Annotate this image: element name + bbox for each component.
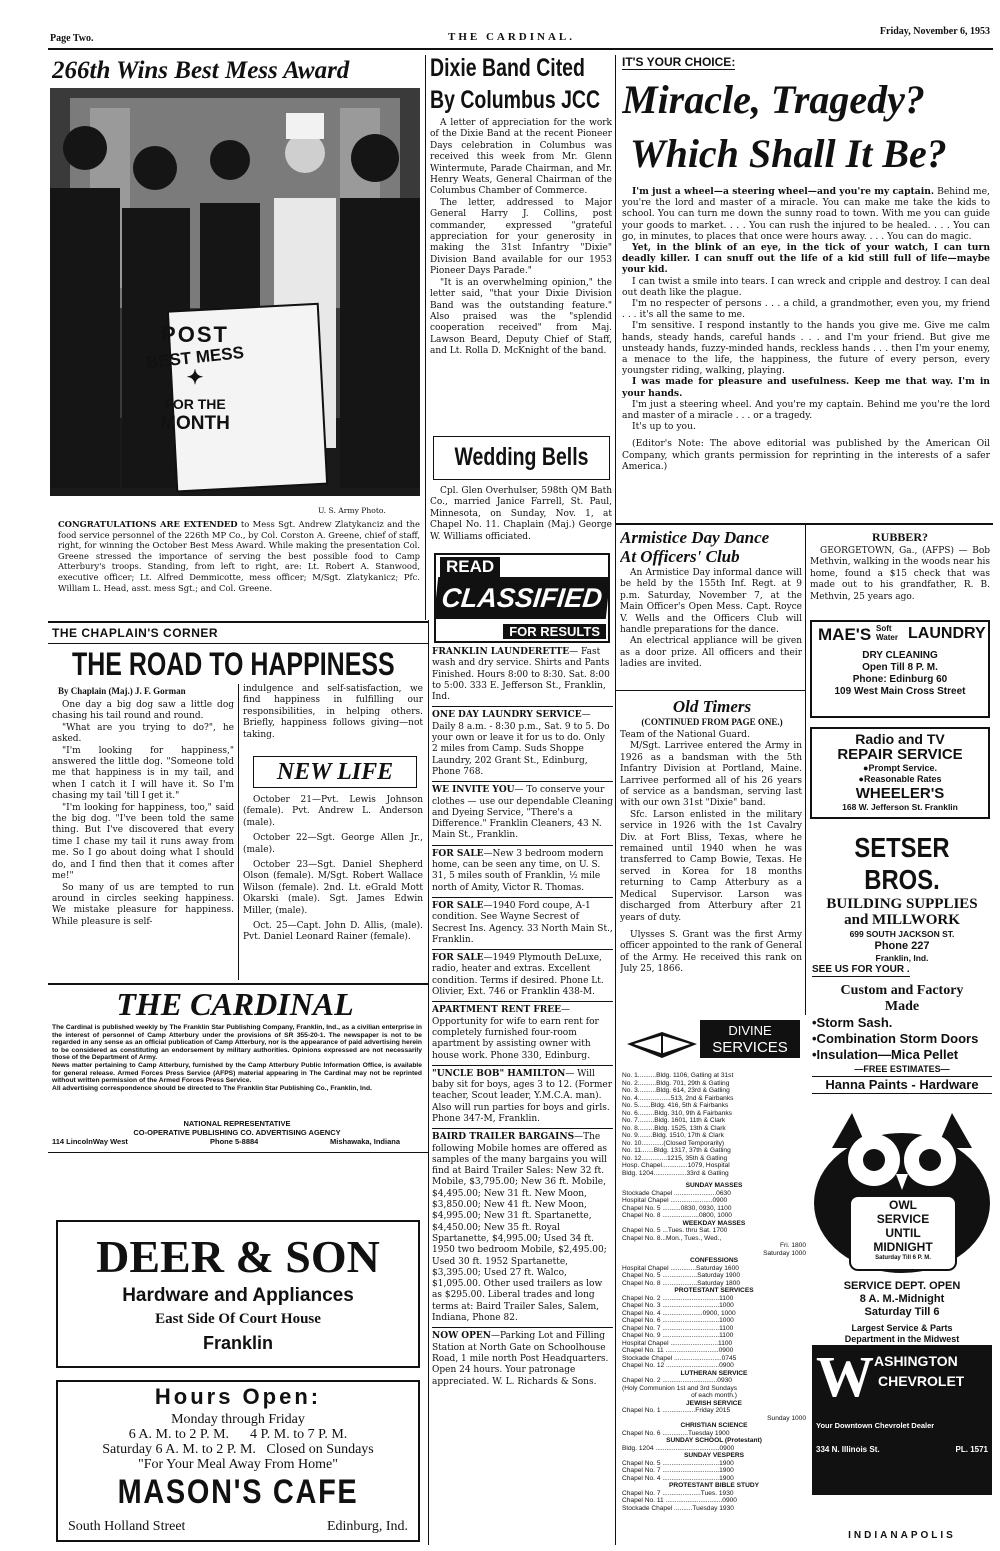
ad-lead: BAIRD TRAILER BARGAINS xyxy=(432,1132,575,1143)
column-rule xyxy=(425,55,426,620)
mae-ad xyxy=(810,620,990,718)
service-row: Chapel No. 5 ...............................1900 xyxy=(622,1459,734,1467)
service-row: Chapel No. 2 ...............................1100 xyxy=(622,1294,734,1302)
soft-label: Soft xyxy=(876,624,892,633)
bold-text: Yet, in the blink of an eye, in the tick of your watch, I can turn deadly killer. I can snuff out the life of a kid still full of life—maybe your kid. xyxy=(622,242,990,276)
classified-ad xyxy=(432,1069,613,1129)
service-row: Hospital Chapel ..........................1100 xyxy=(622,1339,733,1347)
classified-ad xyxy=(432,647,613,707)
service-row: Chapel No. 8 ...................Saturday 1800 xyxy=(622,1279,741,1287)
rubber-headline: RUBBER? xyxy=(871,530,928,544)
paragraph xyxy=(622,186,990,242)
paragraph xyxy=(622,298,990,320)
chapel-row: No. 6.........Bldg. 310, 9th & Fairbanks xyxy=(622,1109,732,1117)
service-row: Chapel No. 8 ....................0800, 1000 xyxy=(622,1212,732,1219)
wedding-box xyxy=(433,436,610,480)
service-row: Chapel No. 4 ......................0900, 1000 xyxy=(622,1309,736,1317)
statement-para: The Cardinal is published weekly by The Franklin Star Publishing Company, Franklin, Ind., as a civilian enterprise in the interest of personnel of Camp Atterbury under the provisions of SR 355-20-1. The newspaper is not to be regarded in any sense as an official publication of Camp Atterbury, nor is the appearance of paid advertising herein to be considered as constituting an endorsement by military authorities. Opinions expressed are not necessarily those of the Department of Army. xyxy=(52,1024,422,1062)
classified-ad xyxy=(432,785,613,845)
birth-entry: October 22—Sgt. George Allen Jr., (male). xyxy=(243,833,423,855)
caption-text: to Mess Sgt. Andrew Zlatykanciz and the food service personnel of the 226th MP Co., by Col. Corston A. Greene, chief of staff, right, for winning the October Best Mess Award. While making the presentation Col. Greene stressed the importance of serving the best possible food to Camp Atterbury's troops. Standing, from left to right, are: Lt. Robert A. Stanwood, executive officer; Lt. Alfred Demmicotte, mess officer; M/Sgt. Zlatykanicz; Pfc. William L. Head, asst. mess Sgt.; and Col. Greene. xyxy=(58,519,420,593)
newlife-body xyxy=(243,795,423,944)
mason-street: South Holland Street xyxy=(68,1519,186,1535)
chapel-row: No. 4..................513, 2nd & Fairbanks xyxy=(622,1094,734,1102)
photo-credit: U. S. Army Photo. xyxy=(318,506,386,515)
sign-line: MONTH xyxy=(160,412,230,434)
photo-caption xyxy=(58,519,420,593)
ad-lead: ONE DAY LAUNDRY SERVICE xyxy=(432,710,582,721)
sign-line: POST xyxy=(161,322,229,347)
classified-ad xyxy=(432,953,613,1002)
service-row: Stockade Chapel .......................0630 xyxy=(622,1189,731,1197)
dixie-headline: Dixie Band Cited xyxy=(430,54,585,82)
service-heading: PROTESTANT SERVICES xyxy=(674,1287,754,1294)
ad-lead: APARTMENT RENT FREE xyxy=(432,1005,561,1016)
masthead-rule xyxy=(48,48,993,50)
chapel-row: No. 12..............1215, 35th & Gatling xyxy=(622,1154,728,1162)
column-rule xyxy=(615,55,616,1545)
rep-line: NATIONAL REPRESENTATIVE xyxy=(183,1120,291,1128)
body-text: I'm no respecter of persons . . . a child, a grandmother, even you, my friend . . . it's all the same to me. xyxy=(622,298,990,321)
service-heading: SUNDAY VESPERS xyxy=(683,1452,745,1459)
chapel-row: No. 11.......Bldg. 1317, 37th & Gatling xyxy=(622,1147,731,1154)
rubber-body xyxy=(810,546,990,603)
service-row: of each month.) xyxy=(691,1392,737,1399)
classified-main: CLASSIFIED xyxy=(434,577,610,619)
mae-soft-water xyxy=(876,624,898,642)
page-number: Page Two. xyxy=(50,33,94,44)
service-row: Chapel No. 9 ...............................1100 xyxy=(622,1332,734,1339)
body-text: I'm sensitive. I respond instantly to the hands you give me. Give me calm hands, steady hands, careful hands . . . and I'm your friend. But give me unsteady hands, fuzzy-minded hands, reckless hands . . . then I'm your enemy, a menace to the life, the happiness, the future of every person, every youngster riding, walking, playing. xyxy=(622,320,990,377)
service-row: Hospital Chapel .......................0900 xyxy=(622,1197,728,1204)
setser-item: •Combination Storm Doors xyxy=(812,1031,979,1046)
dixie-headline-2: By Columbus JCC xyxy=(430,86,601,114)
mason-line: "For Your Meal Away From Home" xyxy=(138,1457,338,1472)
section-rule xyxy=(48,1152,428,1153)
service-row: Stockade Chapel ..........Tuesday 1930 xyxy=(622,1504,734,1512)
ad-lead: FOR SALE xyxy=(432,848,484,859)
wedding-headline: Wedding Bells xyxy=(454,443,589,471)
rep-phone: Phone 5-8884 xyxy=(210,1138,259,1146)
service-row: Chapel No. 6 ..............Tuesday 1900 xyxy=(622,1429,730,1437)
setser-name: SETSER BROS. xyxy=(854,832,950,895)
chevrolet-logo-box xyxy=(812,1345,992,1495)
wheeler-line: Radio and TV xyxy=(855,731,945,747)
chapel-row: No. 2..........Bldg. 701, 29th & Gatling xyxy=(622,1079,730,1087)
paragraph: A letter of appreciation for the work of the Dixie Band at the recent Pioneer Days celebration in Columbus was received this week from Mr. Glenn Wintermute, Parade Chairman, and Mr. Henry Weats, General Chairman of the Columbus Chamber of Commerce. xyxy=(430,118,612,197)
service-row: Chapel No. 12 .............................0900 xyxy=(622,1362,734,1369)
owl-small: Saturday Till 6 P. M. xyxy=(875,1255,931,1261)
setser-line: BUILDING SUPPLIES xyxy=(826,896,978,912)
paragraph: Sfc. Larson enlisted in the military service in 1926 with the 1st Cavalry Div. at Fort Bliss, Texas, where he remained until 1940 when he was transferred to Camp Bowie, Texas. He served in Korea for 18 months returning to Camp Atterbury as a Medical Supervisor. Larson was discharged from Atterbury after 21 years of duty. xyxy=(620,809,802,923)
newlife-headline: NEW LIFE xyxy=(253,756,417,788)
classified-banner xyxy=(434,553,610,643)
body-text: It's up to you. xyxy=(632,421,696,433)
setser-free: —FREE ESTIMATES— xyxy=(854,1064,950,1074)
headline-line: At Officers' Club xyxy=(620,547,740,566)
rep-city: Mishawaka, Indiana xyxy=(330,1138,401,1146)
classified-ad xyxy=(432,1331,613,1387)
setser-item: •Insulation—Mica Pellet xyxy=(812,1047,959,1062)
section-rule xyxy=(48,643,428,644)
rep-line: CO-OPERATIVE PUBLISHING CO. ADVERTISING AGENCY xyxy=(133,1127,341,1137)
miracle-kicker: IT'S YOUR CHOICE: xyxy=(622,55,736,69)
paragraph: GEORGETOWN, Ga., (AFPS) — Bob Methvin, walking in the woods near his home, found a $15 check that was made out to his grandfather, R. B. Methvin, 25 years ago. xyxy=(810,546,990,602)
paragraph: The letter, addressed to Major General Harry J. Collins, post commander, expressed "grateful appreciation for your generosity in making the 31st Infantry "Dixie" Division Band available for our 1953 Pioneer Days Parade." xyxy=(430,197,612,277)
ad-text: —Parking Lot and Filling Station at North Gate on Schoolhouse Road, 1 mile north Post Headquarters. Open 24 hours. Your patronage appreciated. W. L. Richards & Sons. xyxy=(432,1331,609,1387)
chevrolet-ad xyxy=(812,1280,992,1345)
paper-name: THE CARDINAL. xyxy=(448,31,576,43)
mason-town: Edinburg, Ind. xyxy=(326,1519,408,1535)
mae-line: DRY CLEANING xyxy=(862,650,938,661)
mess-headline: 266th Wins Best Mess Award xyxy=(52,57,350,84)
service-row: Chapel No. 11 ...............................0900 xyxy=(622,1497,737,1504)
service-row: Chapel No. 8...Mon., Tues., Wed., xyxy=(622,1234,722,1242)
mason-ad xyxy=(56,1380,420,1542)
service-heading: JEWISH SERVICE xyxy=(686,1399,742,1407)
divine-title-line: DIVINE xyxy=(728,1023,772,1038)
miracle-headline: Miracle, Tragedy? xyxy=(622,78,925,122)
ad-text: — To conserve your clothes — use our dependable Cleaning and Dyeing Service, "There's a Difference." Franklin Cleaners, 43 N. Main St., Franklin. xyxy=(432,785,613,841)
column-rule xyxy=(428,620,429,1545)
chevy-line: 8 A. M.-Midnight xyxy=(859,1293,945,1305)
armistice-body xyxy=(620,568,802,671)
service-heading: WEEKDAY MASSES xyxy=(682,1219,746,1227)
mae-line: Open Till 8 P. M. xyxy=(862,662,938,673)
mae-details xyxy=(812,650,988,698)
service-row: Saturday 1000 xyxy=(763,1249,806,1257)
ad-text: — Fast wash and dry service. Shirts and Pants Finished. Hours 8:00 to 8:30. Sat. 8:00 to 5:00. 333 E. Jefferson St., Franklin, Ind. xyxy=(432,647,610,703)
classified-read: READ xyxy=(440,557,500,577)
timers-headline: Old Timers xyxy=(672,697,752,716)
deer-ad xyxy=(56,1220,420,1368)
chapel-list xyxy=(622,1072,806,1177)
chevy-addr: 334 N. Illinois St. xyxy=(816,1445,880,1454)
body-text: I can twist a smile into tears. I can wreck and cripple and destroy. I can deal out death like the plague. xyxy=(622,275,990,298)
chapel-row: Bldg. 1204..................33rd & Gatling xyxy=(622,1169,729,1177)
cardinal-rep xyxy=(52,1120,422,1137)
wheeler-name: WHEELER'S xyxy=(855,785,945,802)
chaplain-kicker: THE CHAPLAIN'S CORNER xyxy=(52,626,219,640)
ad-lead: FRANKLIN LAUNDERETTE xyxy=(432,647,570,657)
ad-text: —The following Mobile homes are offered as samples of the many bargains you will find at Baird Trailer Sales: New 32 ft. Mobile, $3,795.00; New 36 ft. Mobile, $4,495.00; New 31 ft. New Moon, $3,850.00; New 41 ft. New Moon, $4,995.00; New 31 ft. Spartanette, $4,450.00; New 35 ft. Royal Spartanette, $4,995.00; Used 34 ft. 1950 two bedroom Mobile, $2,495.00; Used 30 ft. 1952 Spartanette, $3,395.00; Used 27 ft. Walco, $1,095.00. Other used trailers as low as $295.00. Liberal trades and long terms at: Baird Trailer Sales, Salem, Indiana, Phone 82. xyxy=(432,1132,608,1324)
chevy-dealer: Your Downtown Chevrolet Dealer xyxy=(816,1422,935,1430)
headline-line: Armistice Day Dance xyxy=(620,528,770,547)
chevy-line: Largest Service & Parts xyxy=(851,1323,953,1333)
wedding-body xyxy=(430,486,612,543)
classified-results: FOR RESULTS xyxy=(503,624,606,639)
paragraph xyxy=(622,421,990,432)
chevy-line: Saturday Till 6 xyxy=(864,1306,940,1318)
chapel-row: No. 5.......Bldg. 416, 5th & Fairbanks xyxy=(622,1102,729,1109)
paragraph: One day a big dog saw a little dog chasing his tail round and round. xyxy=(52,700,234,722)
divine-banner xyxy=(622,1018,802,1068)
chaplain-body xyxy=(52,700,234,928)
paragraph: "What are you trying to do?", he asked. xyxy=(52,722,234,745)
paragraph: An electrical appliance will be given as a door prize. All officers and their ladies are invited. xyxy=(620,636,802,670)
deer-name: DEER & SON xyxy=(96,1231,380,1282)
chapel-row: No. 1..........Bldg. 1106, Gatling at 31st xyxy=(622,1072,734,1079)
water-label: Water xyxy=(876,633,898,642)
photo-sign xyxy=(125,322,265,435)
column-rule xyxy=(238,684,239,980)
paragraph: Team of the National Guard. xyxy=(620,730,750,740)
owl-line: UNTIL xyxy=(885,1226,921,1240)
body-text: Behind me, you're the lord and master of a miracle. You can make me take the kids to school. You can turn me down the sunny road to town. With me you can guide your goods to market. . . . You can rush the injured to be healed. . . . You can go, in minutes, to places that once were hours away. . . . You can do magic. xyxy=(622,186,990,242)
service-heading: CONFESSIONS xyxy=(690,1257,738,1264)
miracle-headline-2: Which Shall It Be? xyxy=(630,132,947,176)
service-row: Bldg. 1204 ...................................0900 xyxy=(622,1444,735,1452)
mae-name: MAE'S xyxy=(818,625,872,644)
service-heading: PROTESTANT BIBLE STUDY xyxy=(669,1482,759,1489)
mason-name: MASON'S CAFE xyxy=(117,1473,359,1511)
ad-lead: FOR SALE xyxy=(432,953,484,964)
divine-title xyxy=(700,1020,800,1058)
chaplain-headline: THE ROAD TO HAPPINESS xyxy=(71,646,395,682)
classified-list xyxy=(432,647,613,1388)
section-rule xyxy=(48,983,428,985)
classified-ad xyxy=(432,901,613,950)
chevy-phone: PL. 1571 xyxy=(955,1445,988,1454)
section-rule xyxy=(615,523,993,525)
statement-para: All advertising correspondence should be directed to The Franklin Star Publishing Co., Franklin, Ind. xyxy=(52,1084,372,1092)
section-rule xyxy=(615,690,805,691)
owl-line: SERVICE xyxy=(876,1212,930,1226)
bold-text: I was made for pleasure and usefulness. Keep me that way. I'm in your hands. xyxy=(622,376,990,399)
chapel-row: No. 7.........Bldg. 1601, 11th & Clark xyxy=(622,1117,726,1124)
birth-entry: October 21—Pvt. Lewis Johnson (female). Pvt. Andrew L. Anderson (male). xyxy=(243,795,423,828)
ad-text: —Opportunity for wife to earn rent for completely furnished four-room apartment by assisting owner with house work. Phone 330, Edinburg. xyxy=(432,1005,599,1061)
ad-lead: WE INVITE YOU xyxy=(432,785,515,796)
wheeler-ad xyxy=(810,727,990,819)
service-row: Chapel No. 4 ...............................1900 xyxy=(622,1474,734,1482)
chevy-city: INDIANAPOLIS xyxy=(848,1530,956,1541)
sign-line: FOR THE xyxy=(164,396,226,412)
deer-line: Franklin xyxy=(202,1333,273,1353)
mason-line: Saturday 6 A. M. to 2 P. M. Closed on Sundays xyxy=(102,1442,374,1457)
section-rule xyxy=(48,621,428,623)
deer-line: Hardware and Appliances xyxy=(122,1285,354,1306)
chevy-brand: ASHINGTON xyxy=(874,1353,958,1369)
w-logo: W xyxy=(816,1347,874,1407)
setser-phone: Phone 227 xyxy=(874,940,930,952)
service-row: Hospital Chapel ..............Saturday 1600 xyxy=(622,1264,739,1272)
statement-para: News matter pertaining to Camp Atterbury, furnished by the Camp Atterbury Public Information Office, is available for general release. Armed Forces Press Service (AFPS) material appearing in The Cardinal may not be reprinted without written permission of the Armed Forces Press Service. xyxy=(52,1061,422,1085)
mae-line: 109 West Main Cross Street xyxy=(834,686,966,697)
wheeler-line: REPAIR SERVICE xyxy=(837,746,963,763)
owl-line: OWL xyxy=(889,1198,917,1212)
wheeler-addr: 168 W. Jefferson St. Franklin xyxy=(842,802,958,812)
chapel-row: No. 10............(Closed Temporarily) xyxy=(622,1139,725,1147)
paragraph: "I'm looking for happiness, too," said the big dog. "I've been told the same thing. But I've discovered that every time I chase my tail it runs away from me. So I go about doing what I should do, and I find then that it comes after me!" xyxy=(52,802,234,882)
cardinal-statement xyxy=(52,1024,422,1092)
service-heading: CHRISTIAN SCIENCE xyxy=(680,1422,748,1429)
mason-line: 6 A. M. to 2 P. M. 4 P. M. to 7 P. M. xyxy=(128,1427,348,1442)
service-row: Chapel No. 3 ...............................1000 xyxy=(622,1302,734,1309)
service-row: Sunday 1000 xyxy=(767,1414,806,1422)
column-rule xyxy=(805,525,806,1015)
paragraph xyxy=(622,242,990,276)
chapel-row: Hosp. Chapel..............1079, Hospital xyxy=(622,1162,730,1169)
divine-title-line: SERVICES xyxy=(712,1039,788,1056)
service-schedule xyxy=(622,1182,806,1547)
chapel-row: No. 8.........Bldg. 1525, 13th & Clark xyxy=(622,1124,726,1132)
timers-cont: (CONTINUED FROM PAGE ONE.) xyxy=(641,717,783,727)
mae-laundry: LAUNDRY xyxy=(908,625,986,642)
sign-line: BEST MESS xyxy=(145,342,245,373)
paragraph: Ulysses S. Grant was the first Army officer appointed to the rank of General of the Army. He received this rank on July 25, 1866. xyxy=(620,929,802,975)
service-row: Stockade Chapel ..........................0745 xyxy=(622,1354,737,1362)
wheeler-line: ●Prompt Service. xyxy=(863,763,937,773)
ad-text: — Daily 8 a.m. - 8:30 p.m., Sat. 9 to 5. Do your own or leave it for us to do. Only 2 miles from Camp. Suds Shoppe Laundry, 202 Grant St., Edinburg, Phone 768. xyxy=(432,710,610,777)
classified-ad xyxy=(432,1005,613,1065)
chevy-brand: CHEVROLET xyxy=(878,1373,965,1389)
setser-addr: 699 SOUTH JACKSON ST. xyxy=(849,929,955,939)
armistice-headline xyxy=(620,528,804,566)
body-text: I'm just a steering wheel. And you're my captain. Behind me you're the lord and master of a miracle . . . or a tragedy. xyxy=(622,398,990,422)
setser-custom: Custom and Factory xyxy=(840,983,964,998)
chapel-row: No. 9........Bldg. 1510, 17th & Clark xyxy=(622,1132,724,1139)
service-row: Chapel No. 7 ...............................1100 xyxy=(622,1324,734,1332)
rep-addr: 114 LincolnWay West xyxy=(52,1138,128,1146)
caption-lead: CONGRATULATIONS ARE EXTENDED xyxy=(58,519,238,529)
classified-ad xyxy=(432,710,613,782)
ad-lead: NOW OPEN xyxy=(432,1331,492,1342)
setser-custom: Made xyxy=(884,999,920,1014)
classified-ad xyxy=(432,849,613,898)
paragraph: indulgence and self-satisfaction, we find happiness in fulfilling our responsibilities, in helping others. Briefly, happiness follows giving—not taking. xyxy=(243,684,423,740)
service-row: Chapel No. 1 ..................Friday 2015 xyxy=(622,1407,731,1414)
paragraph: M/Sgt. Larrivee entered the Army in 1926 as a bandsman with the 5th Infantry Division at Portland, Maine. Larrivee performed all of his 26 years of service as a bandsman, serving last with our own 31st "Dixie" band. xyxy=(620,741,802,809)
mason-hours: Hours Open: xyxy=(154,1384,322,1409)
ad-text: —1949 Plymouth DeLuxe, radio, heater and extras. Excellent condition. Terms if desired. Phone Lt. Olivier, Ext. 746 or Franklin 438-M. xyxy=(432,953,604,998)
birth-entry: October 23—Sgt. Daniel Shepherd Olson (female). M/Sgt. Robert Wallace Wilson (female). 2nd. Lt. eGrald Mott Okarski (male). Sgt. James Edwin Miller, (male). xyxy=(243,860,423,916)
classified-ad xyxy=(432,1132,613,1328)
service-row: (Holy Communion 1st and 3rd Sundays xyxy=(622,1384,738,1392)
service-row: Chapel No. 5 ...................Saturday 1900 xyxy=(622,1272,741,1279)
paragraph xyxy=(622,320,990,376)
service-row: Chapel No. 6 ...............................1000 xyxy=(622,1317,734,1324)
service-heading: LUTHERAN SERVICE xyxy=(680,1369,748,1377)
wheeler-line: ●Reasonable Rates xyxy=(858,774,942,784)
ad-lead: FOR SALE xyxy=(432,900,484,911)
setser-paints: Hanna Paints - Hardware xyxy=(812,1076,992,1094)
owl-line: MIDNIGHT xyxy=(873,1240,933,1254)
service-row: Chapel No. 7 ...............................1900 xyxy=(622,1467,734,1474)
deer-line: East Side Of Court House xyxy=(155,1311,321,1327)
service-row: Fri. 1800 xyxy=(779,1242,806,1249)
timers-body xyxy=(620,730,802,976)
chevy-line: Department in the Midwest xyxy=(844,1334,960,1344)
issue-date: Friday, November 6, 1953 xyxy=(879,26,990,37)
owl-sign xyxy=(850,1198,956,1262)
setser-city: Franklin, Ind. xyxy=(875,953,929,963)
birth-entry: Oct. 25—Capt. John D. Allis, (male). Pvt. Daniel Leonard Rainer (female). xyxy=(243,921,423,943)
chaplain-byline: By Chaplain (Maj.) J. F. Gorman xyxy=(58,686,186,696)
eagle-icon: ✦ xyxy=(186,367,204,389)
paragraph: Cpl. Glen Overhulser, 598th QM Bath Co., married Janice Farrell, St. Paul, Minnesota, on Sunday, Nov. 1, at Chapel No. 11. Chaplain (Maj.) George W. Williams officiated. xyxy=(430,486,612,542)
cardinal-headline: THE CARDINAL xyxy=(116,986,354,1022)
mason-line: Monday through Friday xyxy=(171,1412,305,1427)
paragraph: So many of us are tempted to run around in circles seeking happiness. We mistake pleasure for happiness. While pleasure is self- xyxy=(52,882,234,927)
service-row: Chapel No. 7 .....................Tues. 1930 xyxy=(622,1489,734,1497)
setser-ad xyxy=(812,832,992,1094)
ad-text: —1940 Ford coupe, A-1 condition. See Wayne Secrest of Secrest Ins. Agency. 33 North Main St., Franklin. xyxy=(432,900,613,945)
ad-lead: "UNCLE BOB" HAMILTON xyxy=(432,1068,566,1079)
service-row: Chapel No. 5 ..........0830, 0930, 1100 xyxy=(622,1204,732,1212)
setser-see: SEE US FOR YOUR . xyxy=(812,964,910,975)
service-heading: SUNDAY SCHOOL (Protestant) xyxy=(666,1437,762,1444)
dixie-body xyxy=(430,118,612,358)
bold-text: I'm just a wheel—a steering wheel—and you're my captain. xyxy=(632,186,935,197)
paragraph: "I'm looking for happiness," answered the little dog. "Someone told me that happiness is in my tail, and when I catch it I will have it. So I'm chasing my tail 'till I get it." xyxy=(52,745,234,802)
ad-text: — Will baby sit for boys, ages 3 to 12. (Former teacher, Scout leader, Y.M.C.A. man). Also will run parties for boys and girls. Phone 347-M, Franklin. xyxy=(432,1068,613,1124)
service-row: Chapel No. 11 .............................0900 xyxy=(622,1347,734,1354)
miracle-body xyxy=(622,186,990,472)
paragraph xyxy=(622,276,990,298)
chapel-row: No. 3..........Bldg. 614, 23rd & Gatling xyxy=(622,1087,730,1094)
editor-note: (Editor's Note: The above editorial was published by the American Oil Company, which grants permission for reprinting in the interests of a safer America.) xyxy=(622,438,990,472)
paragraph: An Armistice Day informal dance will be held by the 155th Inf. Regt. at 9 p.m. Saturday, November 7, at the Main Officer's Open Mess. Capt. Royce V. Wells and the Officers Club will handle preparations for the dance. xyxy=(620,568,802,636)
service-heading: SUNDAY MASSES xyxy=(685,1182,743,1189)
chevy-line: SERVICE DEPT. OPEN xyxy=(843,1280,961,1292)
setser-item: •Storm Sash. xyxy=(812,1015,893,1030)
mae-line: Phone: Edinburg 60 xyxy=(852,674,948,685)
paragraph: "It is an overwhelming opinion," the letter said, "that your Dixie Division Band was the outstanding feature." Also praised was the "splendid cooperation received" from Maj. Lawson Beard, Deputy Chief of Staff, and Lt. Rolla D. McKnight of the band. xyxy=(430,277,612,357)
service-row: Chapel No. 2 ..............................0930 xyxy=(622,1377,732,1384)
paragraph xyxy=(622,399,990,421)
setser-line: and MILLWORK xyxy=(844,912,960,928)
bible-icon xyxy=(622,1024,702,1064)
chaplain-cont xyxy=(243,684,423,741)
service-row: Chapel No. 5 ...Tues. thru Sat. 1700 xyxy=(622,1227,728,1234)
paragraph xyxy=(622,376,990,398)
ad-text: —New 3 bedroom modern home, can be seen any time, on U. S. 31, 5 miles south of Franklin, ½ mile north of Amity, Victor R. Thomas. xyxy=(432,848,604,893)
